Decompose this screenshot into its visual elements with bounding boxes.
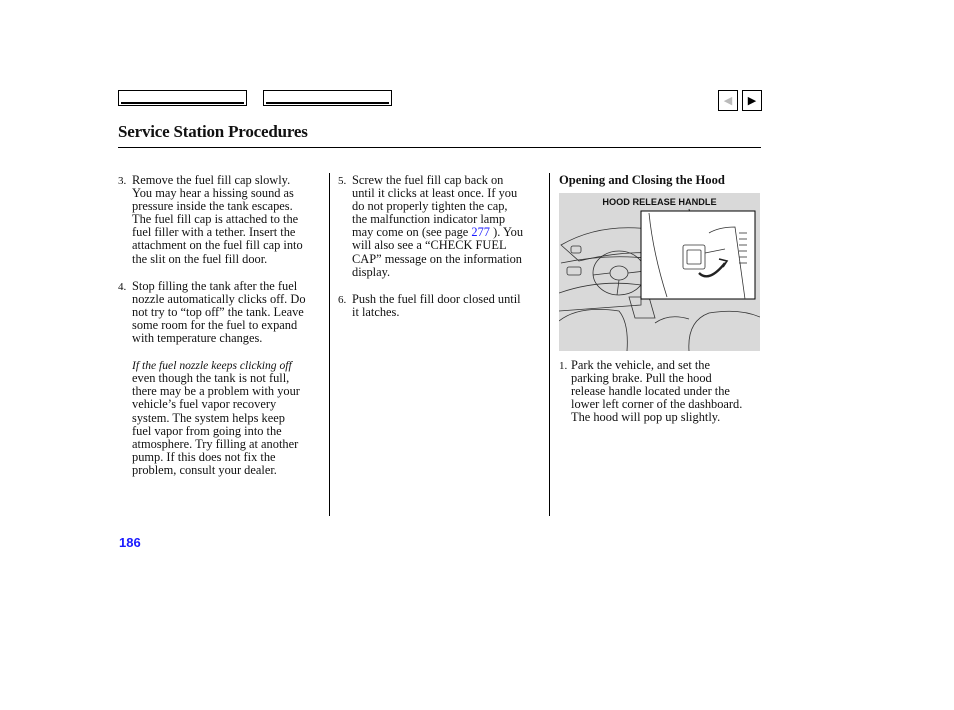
note-lead: If the fuel nozzle keeps clicking off [132,359,292,373]
step-5-line: do not properly tighten the cap, [352,199,508,214]
text-span: ). You [493,225,524,240]
step-3-line: You may hear a hissing sound as [132,186,294,201]
hood-step-line: parking brake. Pull the hood [571,371,712,386]
column-2 [338,174,544,319]
prev-page-button[interactable] [718,90,738,111]
figure-label: HOOD RELEASE HANDLE [602,197,717,207]
column-divider-2 [549,173,550,516]
step-5-line: will also see a “CHECK FUEL [352,238,507,253]
step-5-line: Screw the fuel fill cap back on [352,173,504,187]
step-3-line: Remove the fuel fill cap slowly. [132,173,291,187]
step-3-line: fuel filler with a tether. Insert the [132,225,296,240]
step-3-line: pressure inside the tank escapes. [132,199,293,214]
note-line: fuel vapor from going into the [132,423,282,438]
note-line: there may be a problem with your [132,384,300,399]
step-3-line: the slit on the fuel fill door. [132,251,268,266]
next-page-button[interactable] [742,90,762,111]
column-divider-1 [329,173,330,516]
step-3-line: The fuel fill cap is attached to the [132,212,299,227]
nav-button-main-menu[interactable] [118,90,247,106]
note-line: even though the tank is not full, [132,371,290,386]
dashboard-illustration [559,193,760,351]
triangle-left-icon: ◀ [723,94,733,107]
step-5-line: the malfunction indicator lamp [352,212,506,227]
column-3-steps [559,359,760,424]
step-4-line: Stop filling the tank after the fuel [132,278,298,293]
page-link-277[interactable]: 277 [471,225,490,240]
hood-step-line: lower left corner of the dashboard. [571,397,743,412]
step-3 [118,174,323,266]
note-line: vehicle’s fuel vapor recovery [132,397,277,412]
hood-step-line: The hood will pop up slightly. [571,410,721,425]
step-4-line: not try to “top off” the tank. Leave [132,304,304,319]
triangle-right-icon: ▶ [747,94,757,107]
note-line: atmosphere. Try filling at another [132,436,299,451]
nozzle-note [118,359,323,477]
step-5-line: CAP” message on the information [352,251,522,266]
step-number: 6. [338,293,347,306]
step-5-line: until it clicks at least once. If you [352,186,518,201]
step-6 [338,293,544,319]
hood-step-1 [559,359,760,424]
note-line: system. The system helps keep [132,410,285,425]
step-5-line: display. [352,264,391,279]
note-line: problem, consult your dealer. [132,462,277,477]
text-span: may come on (see page [352,225,469,240]
step-3-line: attachment on the fuel fill cap into [132,238,303,253]
hood-step-line: release handle located under the [571,384,730,399]
title-rule [118,147,761,148]
step-number: 4. [118,280,127,293]
note-line: pump. If this does not fix the [132,449,276,464]
step-6-line: Push the fuel fill door closed until [352,291,521,306]
step-4-line: some room for the fuel to expand [132,317,298,332]
step-6-line: it latches. [352,304,400,319]
step-number: 3. [118,175,127,187]
step-4-line: with temperature changes. [132,331,263,346]
hood-step-line: Park the vehicle, and set the [571,358,711,372]
step-number: 5. [338,175,347,187]
nav-button-index[interactable] [263,90,392,106]
column-1 [118,174,323,477]
section-heading: Opening and Closing the Hood [559,173,725,187]
step-4-line: nozzle automatically clicks off. Do [132,291,306,306]
step-4 [118,280,323,345]
page-number: 186 [119,535,141,550]
hood-release-figure [559,193,760,351]
page-title: Service Station Procedures [118,122,308,141]
step-number: 1. [559,360,568,372]
step-5 [338,174,544,279]
